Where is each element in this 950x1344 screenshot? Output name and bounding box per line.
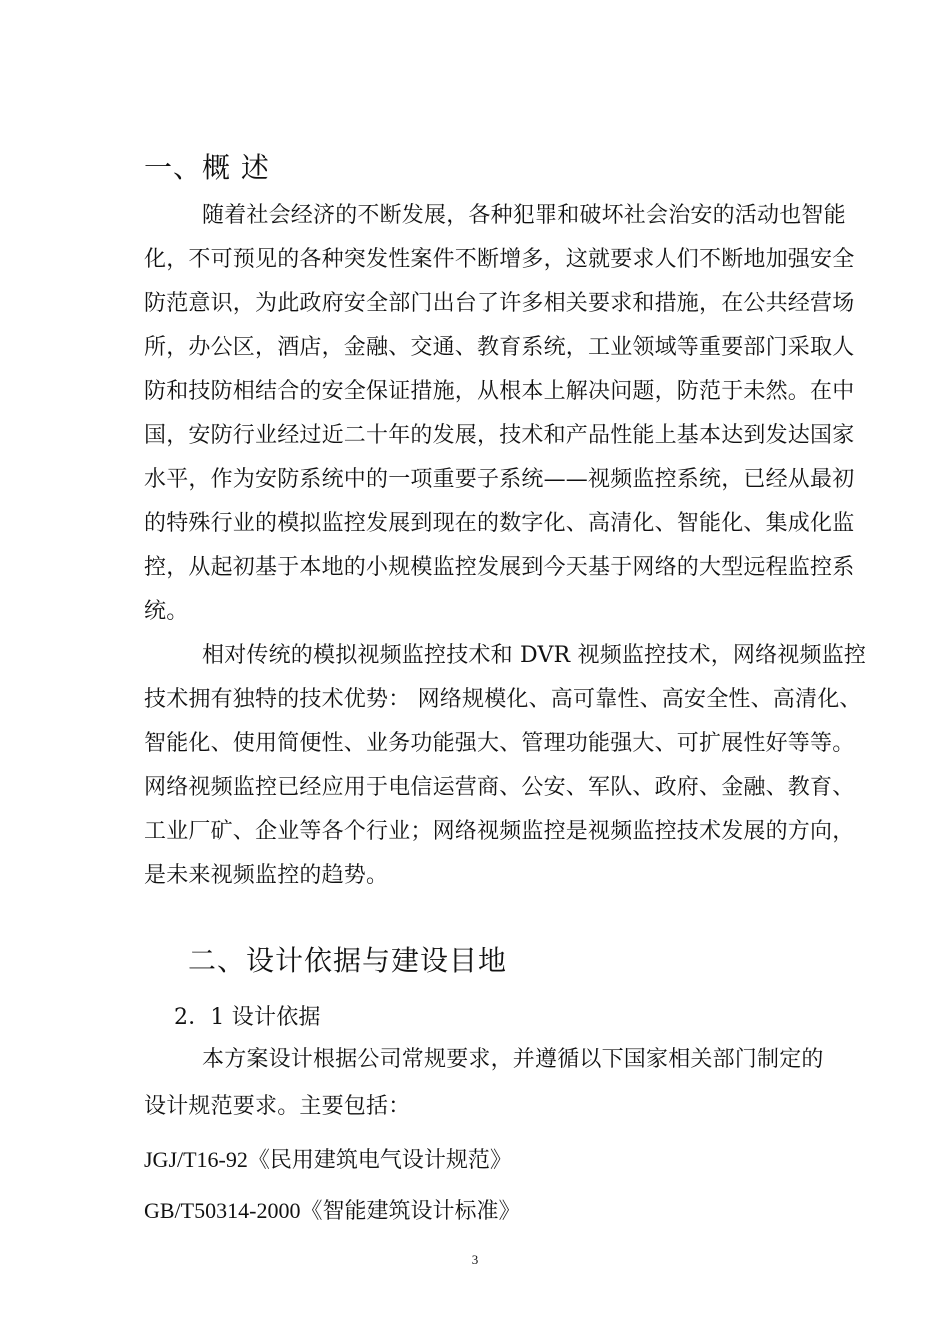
para-2-line: 智能化、使用简便性、业务功能强大、管理功能强大、可扩展性好等等。 — [144, 731, 855, 756]
para-1-line: 控，从起初基于本地的小规模监控发展到今天基于网络的大型远程监控系 — [144, 555, 855, 580]
para-2-line: 相对传统的模拟视频监控技术和 DVR 视频监控技术，网络视频监控 — [202, 643, 867, 668]
para-1-line: 国，安防行业经过近二十年的发展，技术和产品性能上基本达到发达国家 — [144, 423, 855, 448]
reference-standard: GB/T50314-2000《智能建筑设计标准》 — [144, 1198, 521, 1223]
section-2-heading: 二、设计依据与建设目地 — [188, 944, 508, 977]
para-1-line: 的特殊行业的模拟监控发展到现在的数字化、高清化、智能化、集成化监 — [144, 511, 855, 536]
para-2-line: 网络视频监控已经应用于电信运营商、公安、军队、政府、金融、教育、 — [144, 775, 855, 800]
section-2-para-line: 本方案设计根据公司常规要求，并遵循以下国家相关部门制定的 — [202, 1047, 824, 1072]
para-2-line: 技术拥有独特的技术优势： 网络规模化、高可靠性、高安全性、高清化、 — [144, 687, 862, 712]
page-number: 3 — [471, 1252, 479, 1267]
para-1-line: 水平，作为安防系统中的一项重要子系统——视频监控系统，已经从最初 — [144, 467, 855, 492]
section-2-1-subheading: 2．1 设计依据 — [174, 1005, 321, 1030]
para-2-line: 工业厂矿、企业等各个行业；网络视频监控是视频监控技术发展的方向， — [144, 819, 855, 844]
para-1-line: 防和技防相结合的安全保证措施，从根本上解决问题，防范于未然。在中 — [144, 379, 855, 404]
para-1-line: 化，不可预见的各种突发性案件不断增多，这就要求人们不断地加强安全 — [144, 247, 855, 272]
para-1-line: 随着社会经济的不断发展，各种犯罪和破坏社会治安的活动也智能 — [202, 203, 846, 228]
para-1-line: 所，办公区，酒店，金融、交通、教育系统，工业领域等重要部门采取人 — [144, 335, 855, 360]
para-1-line: 防范意识，为此政府安全部门出台了许多相关要求和措施，在公共经营场 — [144, 291, 855, 316]
section-2-para-line: 设计规范要求。主要包括： — [144, 1094, 411, 1119]
section-1-heading: 一、概 述 — [144, 151, 270, 184]
para-2-line: 是未来视频监控的趋势。 — [144, 863, 389, 888]
reference-standard: JGJ/T16-92《民用建筑电气设计规范》 — [144, 1147, 512, 1172]
para-1-line: 统。 — [144, 599, 189, 624]
